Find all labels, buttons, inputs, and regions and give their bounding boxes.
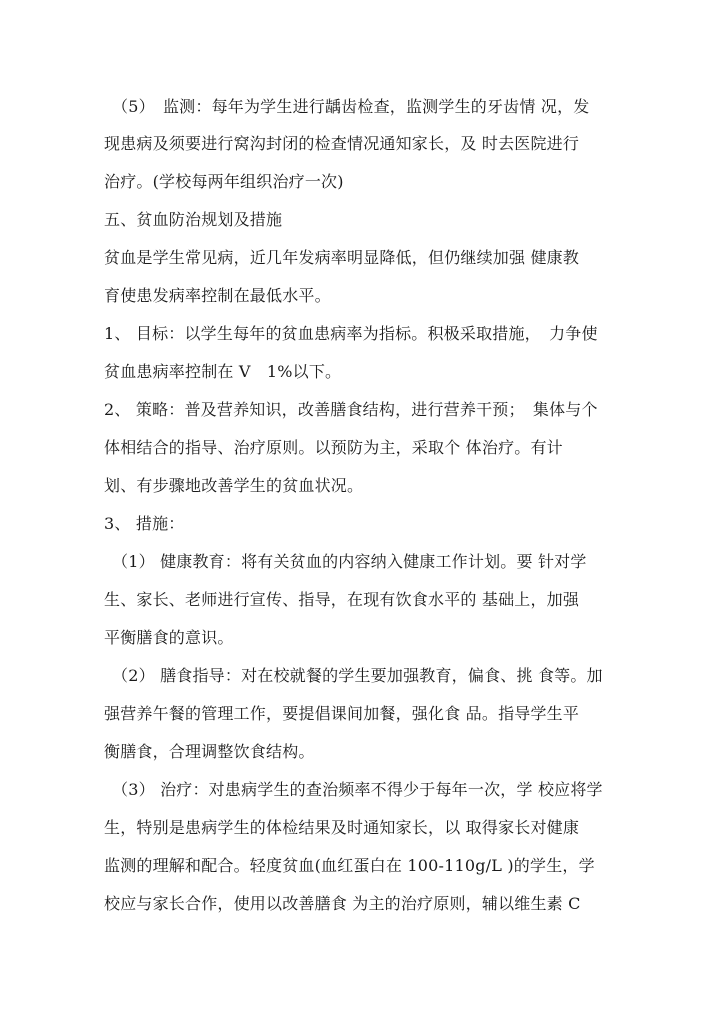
paragraph-line: 2、 策略：普及营养知识，改善膳食结构，进行营养干预； 集体与个 xyxy=(104,400,598,419)
paragraph-line: （5） 监测：每年为学生进行龋齿检查，监测学生的牙齿情 况，发 xyxy=(112,97,590,116)
paragraph-line: 体相结合的指导、治疗原则。以预防为主，采取个 体治疗。有计 xyxy=(104,438,563,457)
paragraph-line: （3） 治疗：对患病学生的查治频率不得少于每年一次，学 校应将学 xyxy=(112,780,603,799)
paragraph-line: 监测的理解和配合。轻度贫血(血红蛋白在 100-110g/L )的学生，学 xyxy=(104,856,595,875)
paragraph-line: 校应与家长合作，使用以改善膳食 为主的治疗原则，辅以维生素 C xyxy=(104,894,581,913)
paragraph-line: 贫血是学生常见病，近几年发病率明显降低，但仍继续加强 健康教 xyxy=(104,248,580,267)
paragraph-line: 1、 目标：以学生每年的贫血患病率为指标。积极采取措施， 力争使 xyxy=(104,324,598,343)
paragraph-line: 生，特别是患病学生的体检结果及时通知家长，以 取得家长对健康 xyxy=(104,818,580,837)
paragraph-line: （1） 健康教育：将有关贫血的内容纳入健康工作计划。要 针对学 xyxy=(112,552,587,571)
paragraph-line: 衡膳食，合理调整饮食结构。 xyxy=(104,742,315,761)
paragraph-line: 划、有步骤地改善学生的贫血状况。 xyxy=(104,476,364,495)
paragraph-line: 生、家长、老师进行宣传、指导，在现有饮食水平的 基础上，加强 xyxy=(104,590,580,609)
paragraph-line: 治疗。(学校每两年组织治疗一次) xyxy=(104,172,344,191)
paragraph-line: （2） 膳食指导：对在校就餐的学生要加强教育，偏食、挑 食等。加 xyxy=(112,666,603,685)
section-heading: 五、贫血防治规划及措施 xyxy=(104,210,283,229)
paragraph-line: 贫血患病率控制在 V 1%以下。 xyxy=(104,362,342,381)
paragraph-line: 育使患发病率控制在最低水平。 xyxy=(104,286,331,305)
paragraph-line: 现患病及须要进行窝沟封闭的检查情况通知家长，及 时去医院进行 xyxy=(104,134,580,153)
paragraph-line: 平衡膳食的意识。 xyxy=(104,628,234,647)
paragraph-line: 3、 措施： xyxy=(104,514,185,533)
paragraph-line: 强营养午餐的管理工作，要提倡课间加餐，强化食 品。指导学生平 xyxy=(104,704,580,723)
